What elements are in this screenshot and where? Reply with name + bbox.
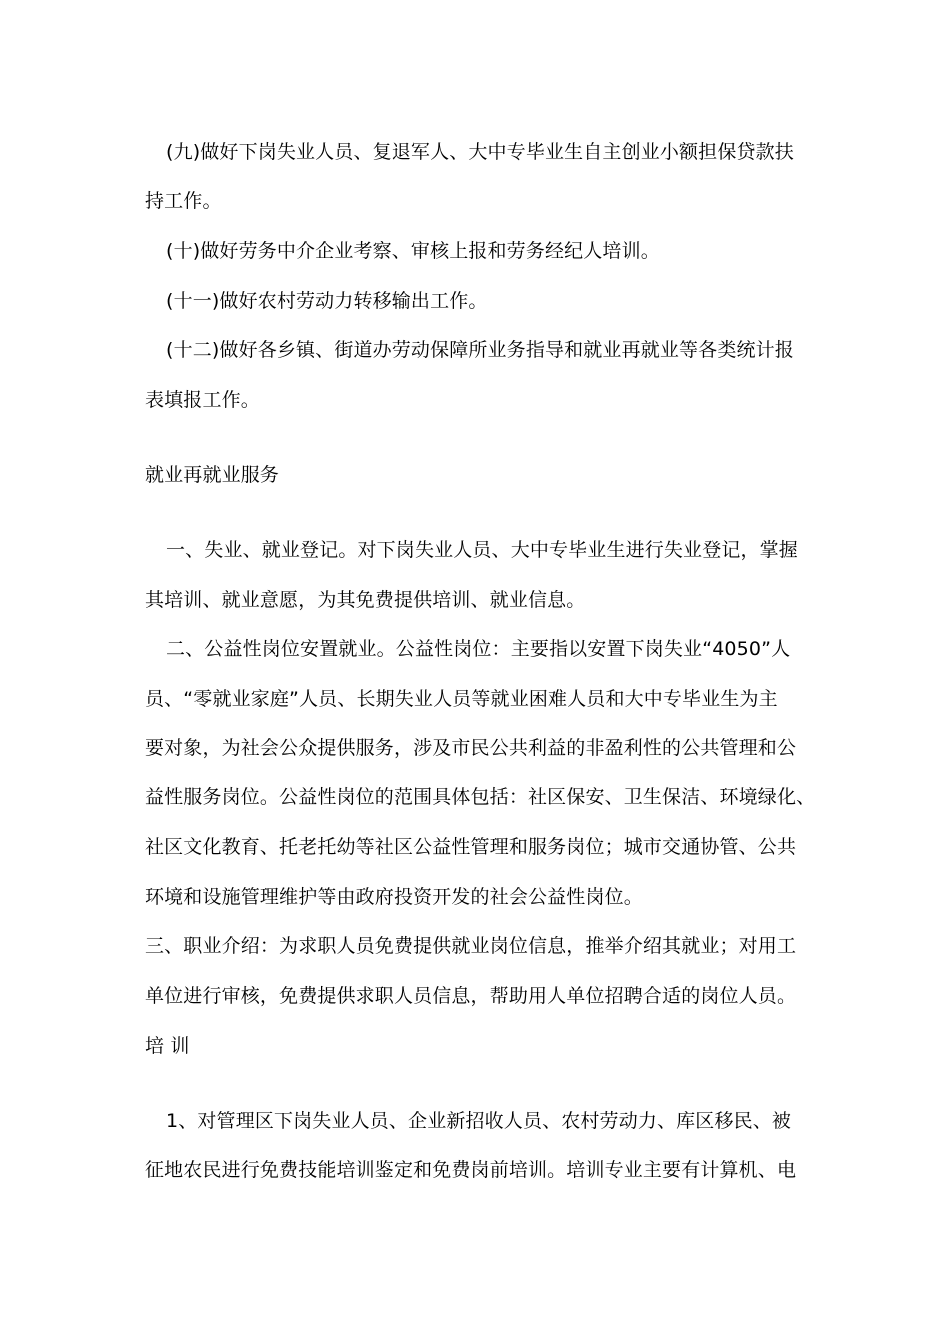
paragraph-12-line-2: 表填报工作。 [145,389,260,411]
section-heading-employment-service: 就业再就业服务 [145,464,280,486]
section-heading-training: 培 训 [145,1035,190,1057]
item-1-line-1: 一、失业、就业登记。对下岗失业人员、大中专毕业生进行失业登记，掌握 [166,539,798,561]
item-2-line-4: 益性服务岗位。公益性岗位的范围具体包括：社区保安、卫生保洁、环境绿化、 [145,786,816,808]
training-item-1-line-1: 1、对管理区下岗失业人员、企业新招收人员、农村劳动力、库区移民、被 [166,1110,792,1132]
paragraph-12-line-1: (十二)做好各乡镇、街道办劳动保障所业务指导和就业再就业等各类统计报 [166,339,794,361]
item-2-line-5: 社区文化教育、托老托幼等社区公益性管理和服务岗位；城市交通协管、公共 [145,836,797,858]
paragraph-9-line-2: 持工作。 [145,190,222,212]
item-1-line-2: 其培训、就业意愿，为其免费提供培训、就业信息。 [145,589,586,611]
training-item-1-line-2: 征地农民进行免费技能培训鉴定和免费岗前培训。培训专业主要有计算机、电 [145,1159,797,1181]
paragraph-9-line-1: (九)做好下岗失业人员、复退军人、大中专毕业生自主创业小额担保贷款扶 [166,141,794,163]
item-3-line-1: 三、职业介绍：为求职人员免费提供就业岗位信息，推举介绍其就业；对用工 [145,935,797,957]
item-2-line-2: 员、“零就业家庭”人员、长期失业人员等就业困难人员和大中专毕业生为主 [145,688,778,710]
item-2-line-1: 二、公益性岗位安置就业。公益性岗位：主要指以安置下岗失业“4050”人 [166,638,791,660]
paragraph-10: (十)做好劳务中介企业考察、审核上报和劳务经纪人培训。 [166,240,660,262]
item-3-line-2: 单位进行审核，免费提供求职人员信息，帮助用人单位招聘合适的岗位人员。 [145,985,797,1007]
paragraph-11: (十一)做好农村劳动力转移输出工作。 [166,290,488,312]
item-2-line-6: 环境和设施管理维护等由政府投资开发的社会公益性岗位。 [145,886,643,908]
item-2-line-3: 要对象，为社会公众提供服务，涉及市民公共利益的非盈利性的公共管理和公 [145,737,797,759]
